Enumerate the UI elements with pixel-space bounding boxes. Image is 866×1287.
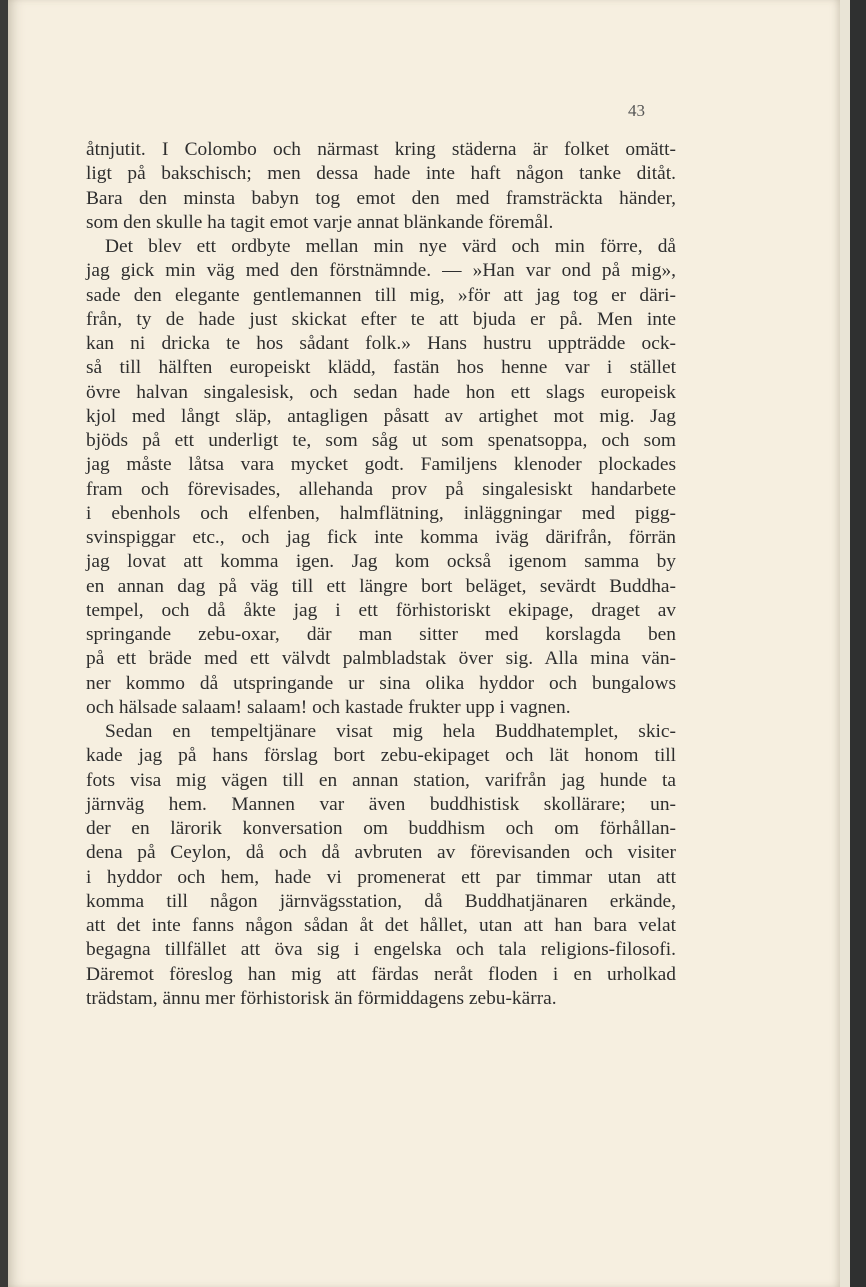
text-line: springande zebu-oxar, där man sitter med korslagda ben <box>86 624 676 645</box>
text-line: bjöds på ett underligt te, som såg ut som spenatsoppa, och som <box>86 430 676 451</box>
text-line: i ebenhols och elfenben, halmflätning, inläggningar med pigg- <box>86 502 676 524</box>
text-line: jag lovat att komma igen. Jag kom också igenom samma by <box>86 551 676 573</box>
text-line: ligt på bakschisch; men dessa hade inte haft någon tanke ditåt. <box>86 163 676 185</box>
text-line: fram och förevisades, allehanda prov på singalesiskt handarbete <box>86 478 676 500</box>
text-line: som den skulle ha tagit emot varje annat blänkande föremål. <box>86 211 554 233</box>
text-line: svinspiggar etc., och jag fick inte komma iväg därifrån, förrän <box>86 527 676 548</box>
text-line: Det blev ett ordbyte mellan min nye värd och min förre, då <box>105 236 676 257</box>
text-line: kan ni dricka te hos sådant folk.» Hans hustru uppträdde ock- <box>86 333 676 354</box>
text-line: der en lärorik konversation om buddhism och om förhållan- <box>86 818 676 839</box>
text-line: kade jag på hans förslag bort zebu-ekipaget och lät honom till <box>86 745 676 767</box>
text-line: trädstam, ännu mer förhistorisk än förmiddagens zebu-kärra. <box>86 987 557 1009</box>
text-line: järnväg hem. Mannen var även buddhistisk skollärare; un- <box>86 793 676 815</box>
text-line: komma till någon järnvägsstation, då Buddhatjänaren erkände, <box>86 890 676 912</box>
text-line: så till hälften europeiskt klädd, fastän hos henne var i stället <box>86 357 676 379</box>
text-line: Bara den minsta babyn tog emot den med framsträckta händer, <box>86 187 676 209</box>
text-line: sade den elegante gentlemannen till mig, »för att jag tog er däri- <box>86 284 676 306</box>
text-line: dena på Ceylon, då och då avbruten av förevisanden och visiter <box>86 842 676 864</box>
text-line: att det inte fanns någon sådan åt det hållet, utan att han bara velat <box>86 915 676 936</box>
text-line: begagna tillfället att öva sig i engelska och tala religions-filosofi. <box>86 939 676 961</box>
book-page <box>8 0 840 1287</box>
text-line: övre halvan singalesisk, och sedan hade hon ett slags europeisk <box>86 381 676 403</box>
text-line: jag måste låtsa vara mycket godt. Familjens klenoder plockades <box>86 454 676 476</box>
text-line: kjol med långt släp, antagligen påsatt av artighet mot mig. Jag <box>86 405 676 427</box>
text-line: en annan dag på väg till ett längre bort beläget, sevärdt Buddha- <box>86 575 676 597</box>
text-line: på ett bräde med ett välvdt palmbladstak över sig. Alla mina vän- <box>86 648 676 670</box>
text-line: tempel, och då åkte jag i ett förhistoriskt ekipage, draget av <box>86 599 676 621</box>
text-line: fots visa mig vägen till en annan station, varifrån jag hunde ta <box>86 769 676 791</box>
text-line: Däremot föreslog han mig att färdas neråt floden i en urholkad <box>86 963 676 985</box>
text-line: åtnjutit. I Colombo och närmast kring städerna är folket omätt- <box>86 139 676 160</box>
page-number: 43 <box>628 101 645 120</box>
text-line: från, ty de hade just skickat efter te att bjuda er på. Men inte <box>86 308 676 330</box>
body-text <box>86 138 676 1011</box>
text-line: Sedan en tempeltjänare visat mig hela Buddhatemplet, skic- <box>105 721 676 742</box>
text-line: och hälsade salaam! salaam! och kastade frukter upp i vagnen. <box>86 696 571 718</box>
text-line: i hyddor och hem, hade vi promenerat ett par timmar utan att <box>86 866 676 888</box>
text-line: jag gick min väg med den förstnämnde. — »Han var ond på mig», <box>86 260 676 282</box>
text-line: ner kommo då utspringande ur sina olika hyddor och bungalows <box>86 672 676 694</box>
